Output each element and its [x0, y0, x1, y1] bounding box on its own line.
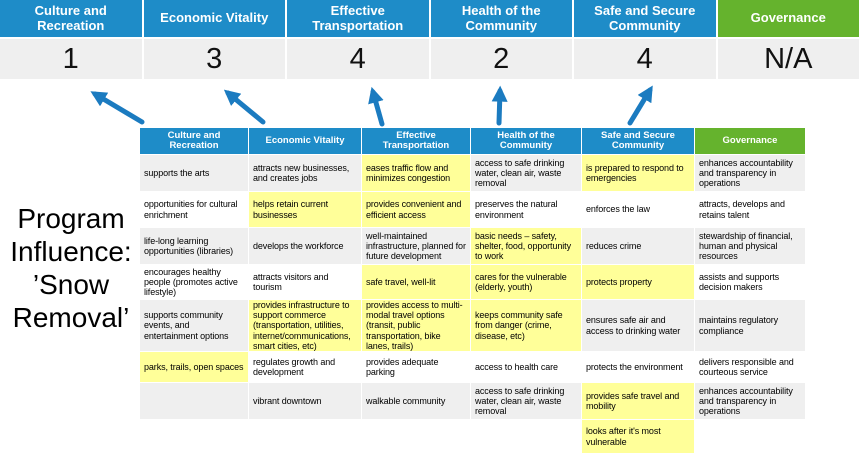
matrix-cell: encourages healthy people (promotes active lifestyle) [140, 265, 248, 299]
matrix-cell: eases traffic flow and minimizes congestion [362, 155, 470, 191]
scoreboard-score-4: 4 [574, 39, 716, 79]
matrix-cell: stewardship of financial, human and physical resources [695, 228, 805, 264]
influence-arrow-5 [630, 90, 650, 123]
matrix-cell: protects property [582, 265, 694, 299]
page-title: Program Influence: ’Snow Removal’ [10, 203, 132, 334]
matrix-cell: attracts new businesses, and creates jobs [249, 155, 361, 191]
scoreboard-score-3: 2 [431, 39, 573, 79]
matrix-cell: walkable community [362, 383, 470, 419]
matrix-cell: life-long learning opportunities (libraries) [140, 228, 248, 264]
matrix-cell: attracts, develops and retains talent [695, 192, 805, 227]
matrix-cell: basic needs – safety, shelter, food, opportunity to work [471, 228, 581, 264]
matrix-cell: regulates growth and development [249, 352, 361, 382]
matrix-cell: keeps community safe from danger (crime, disease, etc) [471, 300, 581, 351]
matrix-cell: vibrant downtown [249, 383, 361, 419]
matrix-cell: maintains regulatory compliance [695, 300, 805, 351]
matrix-cell: enforces the law [582, 192, 694, 227]
matrix-header-2: Effective Transportation [362, 128, 470, 154]
scoreboard-score-5: N/A [718, 39, 859, 79]
influence-arrow-4 [499, 91, 500, 123]
matrix-cell: looks after it's most vulnerable [582, 420, 694, 453]
matrix-cell: preserves the natural environment [471, 192, 581, 227]
scoreboard-score-2: 4 [287, 39, 429, 79]
scoreboard-header-2: Effective Transportation [287, 0, 429, 37]
matrix-cell: supports community events, and entertainment options [140, 300, 248, 351]
matrix-cell: provides adequate parking [362, 352, 470, 382]
matrix-cell: attracts visitors and tourism [249, 265, 361, 299]
matrix-cell: safe travel, well-lit [362, 265, 470, 299]
matrix-cell: provides infrastructure to support commerce (transportation, utilities, internet/communications, smart cities, etc) [249, 300, 361, 351]
matrix-cell: ensures safe air and access to drinking water [582, 300, 694, 351]
matrix-cell: develops the workforce [249, 228, 361, 264]
matrix-header-4: Safe and Secure Community [582, 128, 694, 154]
arrows [0, 80, 859, 132]
matrix-header-5: Governance [695, 128, 805, 154]
scoreboard-header-1: Economic Vitality [144, 0, 286, 37]
influence-matrix [140, 128, 805, 453]
matrix-cell: well-maintained infrastructure, planned for future development [362, 228, 470, 264]
matrix-cell [249, 420, 361, 453]
scoreboard-score-0: 1 [0, 39, 142, 79]
scoreboard-header-3: Health of the Community [431, 0, 573, 37]
matrix-cell: provides safe travel and mobility [582, 383, 694, 419]
matrix-header-3: Health of the Community [471, 128, 581, 154]
influence-arrow-3 [373, 92, 382, 124]
matrix-cell [140, 383, 248, 419]
matrix-cell: parks, trails, open spaces [140, 352, 248, 382]
matrix-header-0: Culture and Recreation [140, 128, 248, 154]
matrix-cell: provides access to multi-modal travel options (transit, public transportation, bike lanes, trails) [362, 300, 470, 351]
scoreboard [0, 0, 859, 79]
matrix-cell: supports the arts [140, 155, 248, 191]
matrix-cell: access to safe drinking water, clean air, waste removal [471, 383, 581, 419]
matrix-cell: opportunities for cultural enrichment [140, 192, 248, 227]
matrix-cell: provides convenient and efficient access [362, 192, 470, 227]
matrix-cell: helps retain current businesses [249, 192, 361, 227]
matrix-cell [140, 420, 248, 453]
scoreboard-score-1: 3 [144, 39, 286, 79]
matrix-cell: protects the environment [582, 352, 694, 382]
matrix-cell: assists and supports decision makers [695, 265, 805, 299]
matrix-cell [362, 420, 470, 453]
matrix-cell: access to safe drinking water, clean air, waste removal [471, 155, 581, 191]
matrix-cell: is prepared to respond to emergencies [582, 155, 694, 191]
scoreboard-header-4: Safe and Secure Community [574, 0, 716, 37]
matrix-cell: access to health care [471, 352, 581, 382]
matrix-cell: cares for the vulnerable (elderly, youth) [471, 265, 581, 299]
matrix-cell: enhances accountability and transparency in operations [695, 383, 805, 419]
matrix-cell [471, 420, 581, 453]
scoreboard-header-5: Governance [718, 0, 859, 37]
matrix-cell: reduces crime [582, 228, 694, 264]
matrix-cell: enhances accountability and transparency in operations [695, 155, 805, 191]
scoreboard-header-0: Culture and Recreation [0, 0, 142, 37]
influence-arrow-2 [228, 93, 263, 122]
matrix-cell [695, 420, 805, 453]
influence-arrow-1 [95, 94, 142, 122]
matrix-cell: delivers responsible and courteous service [695, 352, 805, 382]
matrix-header-1: Economic Vitality [249, 128, 361, 154]
